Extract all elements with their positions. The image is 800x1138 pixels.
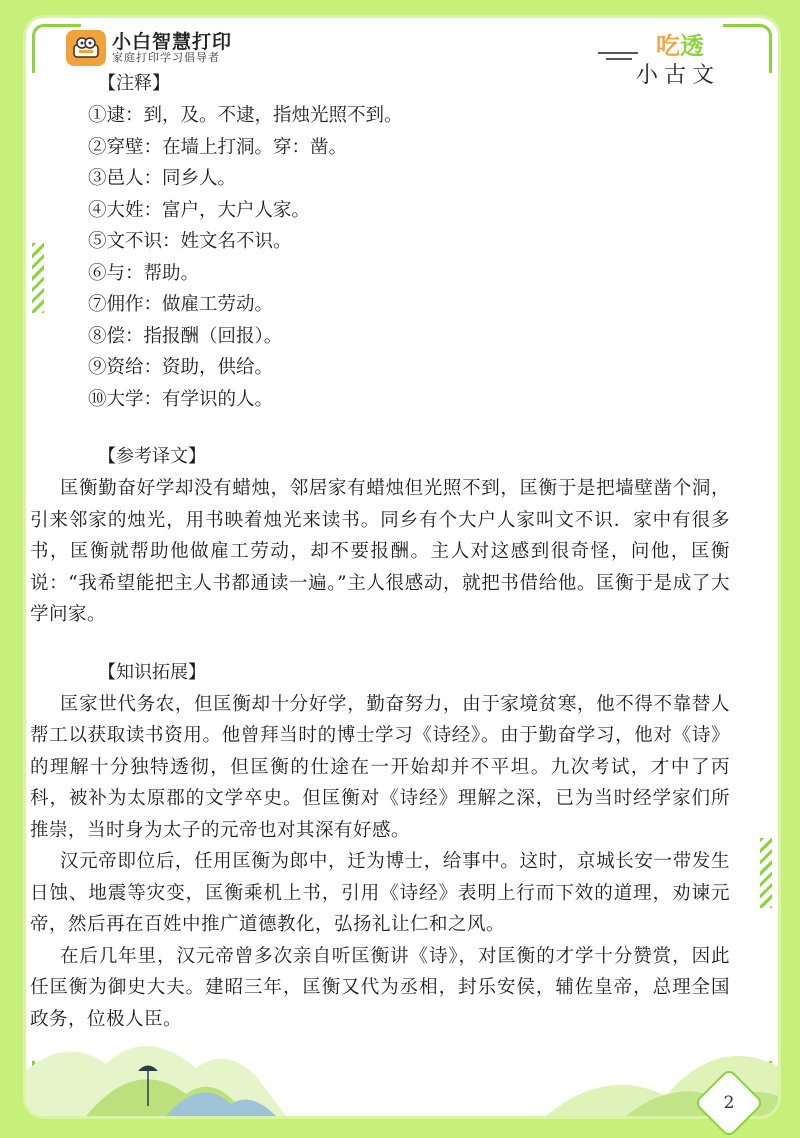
- note-item: ②穿壁：在墙上打洞。穿：凿。: [88, 136, 348, 158]
- series-title-top: [656, 26, 704, 61]
- note-item: ④大姓：富户，大户人家。: [88, 199, 311, 221]
- decorative-stripes: [760, 838, 772, 908]
- notes-heading: 【注释】: [98, 73, 170, 94]
- note-item: ①逮：到，及。不逮，指烛光照不到。: [88, 105, 403, 126]
- extension-paragraph: 汉元帝即位后，任用匡衡为郎中，迁为博士，给事中。这时，京城长安一带发生日蚀、地震等灾变，匡衡乘机上书，引用《诗经》表明上行而下效的道理，劝谏元帝，然后再在百姓中推广道德教化，弘扬礼让仁和之风。: [30, 851, 730, 935]
- decorative-line: [598, 52, 638, 54]
- translation-paragraph: 匡衡勤奋好学却没有蜡烛，邻居家有蜡烛但光照不到，匡衡于是把墙壁凿个洞，引来邻家的烛光，用书映着烛光来读书。同乡有个大户人家叫文不识．家中有很多书，匡衡就帮助他做雇工劳动，却不要报酬。主人对这感到很奇怪，问他，匡衡说：“我希望能把主人书都通读一遍。”主人很感动，就把书借给他。匡衡于是成了大学问家。: [30, 478, 730, 625]
- page-number: 2: [723, 1093, 735, 1113]
- note-item: ⑧偿：指报酬（回报）。: [88, 325, 283, 347]
- translation-section: [30, 441, 730, 631]
- extension-paragraph: 在后几年里，汉元帝曾多次亲自听匡衡讲《诗》，对匡衡的才学十分赞赏，因此任匡衡为御史大夫。建昭三年，匡衡又代为丞相，封乐安侯，辅佐皇帝，总理全国政务，位极人臣。: [30, 945, 730, 1030]
- main-content: [30, 68, 730, 1035]
- translation-heading: 【参考译文】: [98, 446, 206, 467]
- note-item: ⑨资给：资助，供给。: [88, 357, 274, 378]
- brand-tagline: 家庭打印学习倡导者: [112, 51, 220, 65]
- note-item: ⑩大学：有学识的人。: [88, 388, 274, 410]
- note-item: ⑥与：帮助。: [88, 262, 200, 284]
- decorative-line: [606, 58, 632, 60]
- series-title-bottom: 小古文: [635, 63, 720, 88]
- printer-mascot-icon: [66, 30, 106, 66]
- brand-name: 小白智慧打印: [112, 30, 233, 53]
- series-char-2: 透: [680, 32, 704, 60]
- note-item: ⑤文不识：姓文名不识。: [88, 231, 292, 252]
- extension-paragraph: 匡家世代务农，但匡衡却十分好学，勤奋努力，由于家境贫寒，他不得不靠替人帮工以获取读书资用。他曾拜当时的博士学习《诗经》。由于勤奋学习，他对《诗》的理解十分独特透彻，但匡衡的仕途在一开始却并不平坦。九次考试，才中了丙科，被补为太原郡的文学卒史。但匡衡对《诗经》理解之深，已为当时经学家们所推崇，当时身为太子的元帝也对其深有好感。: [30, 693, 730, 841]
- note-item: ③邑人：同乡人。: [88, 168, 237, 189]
- decorative-stripes: [32, 243, 44, 313]
- brand-logo-block: [66, 30, 232, 66]
- extension-heading: 【知识拓展】: [98, 661, 206, 683]
- series-char-1: 吃: [656, 32, 680, 60]
- note-item: ⑦佣作：做雇工劳动。: [88, 294, 274, 315]
- extension-section: [30, 657, 730, 1036]
- notes-section: [88, 68, 728, 415]
- printer-mascot-icon: [71, 35, 101, 61]
